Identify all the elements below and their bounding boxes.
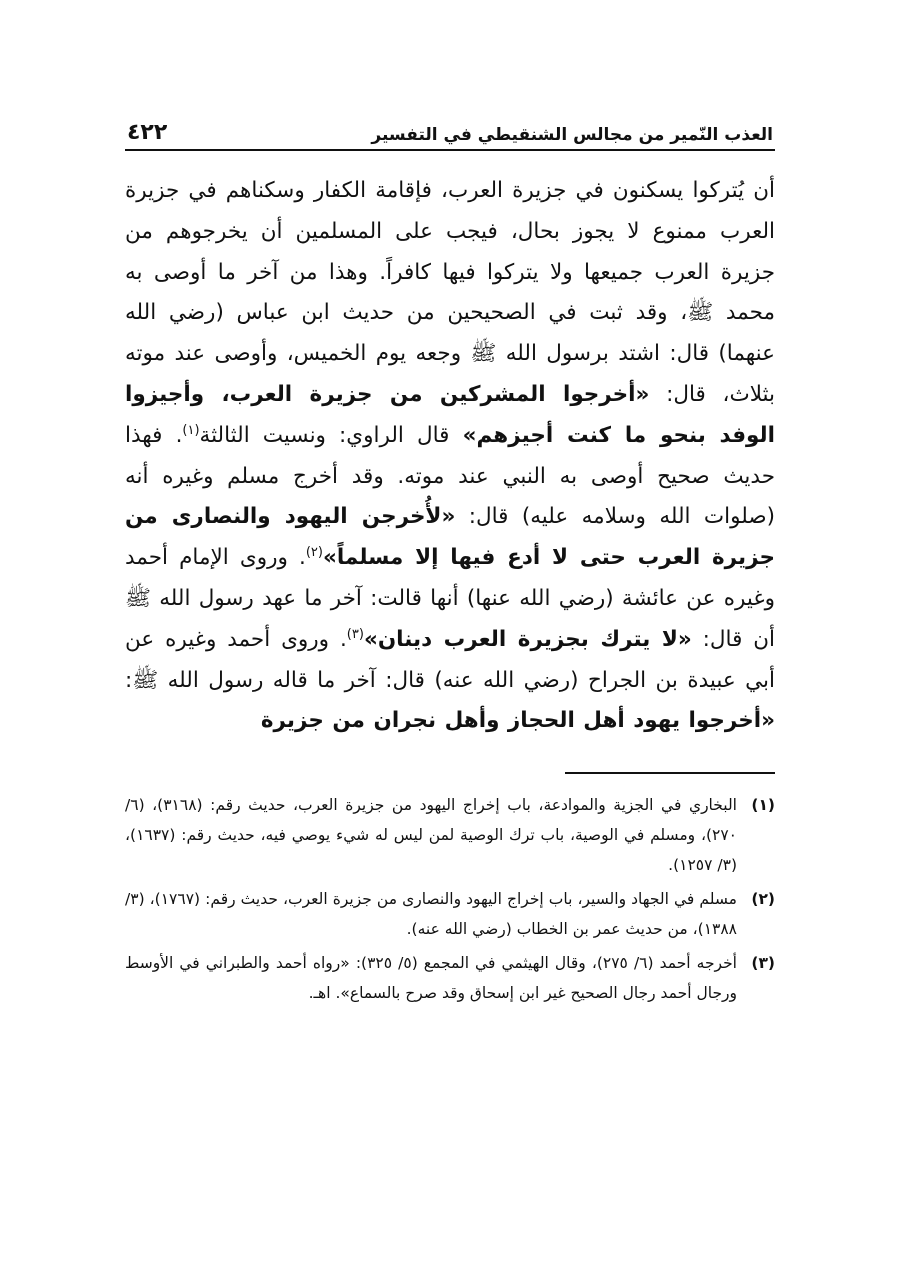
footnote-item: [125, 948, 775, 1008]
text-segment: . وروى الإمام أحمد وغيره عن عائشة (رضي الله عنها) أنها قالت: آخر ما عهد رسول الله ﷺ أن قال:: [125, 545, 776, 652]
footnote-text: مسلم في الجهاد والسير، باب إخراج اليهود والنصارى من جزيرة العرب، حديث رقم: (١٧٦٧)، (٣/ ١٣٨٨)، من حديث عمر بن الخطاب (رضي الله عنه).: [125, 890, 737, 939]
footnote-text: البخاري في الجزية والموادعة، باب إخراج اليهود من جزيرة العرب، حديث رقم: (٣١٦٨)، (٦/ ٢٧٠)، ومسلم في الوصية، باب ترك الوصية لمن ليس له شيء يوصي فيه، حديث رقم: (١٦٣٧)، (٣/ ١٢٥٧).: [125, 796, 737, 875]
footnote-reference: (٢): [305, 545, 323, 561]
footnote-item: [125, 884, 775, 944]
text-segment: . فهذا حديث صحيح أوصى به النبي عند موته. وقد أخرج مسلم وغيره أنه (صلوات الله وسلامه عليه) قال:: [125, 422, 776, 530]
hadith-quote: «أخرجوا يهود أهل الحجاز وأهل نجران من جزيرة: [260, 708, 775, 734]
footnote-number: (٣): [751, 954, 775, 973]
footnote-reference: (٣): [346, 626, 364, 642]
main-paragraph: [125, 171, 775, 742]
text-segment: . وروى أحمد وغيره عن أبي عبيدة بن الجراح (رضي الله عنه) قال: آخر ما قاله رسول الله ﷺ:: [125, 626, 775, 693]
hadith-quote: «لأُخرجن اليهود والنصارى من جزيرة العرب حتى لا أدع فيها إلا مسلماً»: [125, 504, 775, 571]
footnote-number: (١): [751, 796, 775, 815]
footnote-reference: (١): [182, 422, 200, 438]
footnote-text: أخرجه أحمد (٦/ ٢٧٥)، وقال الهيثمي في المجمع (٥/ ٣٢٥): «رواه أحمد والطبراني في الأوسط ورجال أحمد رجال الصحيح غير ابن إسحاق وقد صرح بالسماع». اهـ.: [125, 954, 737, 1003]
footnote-number: (٢): [751, 890, 775, 909]
footnote-separator: [565, 772, 775, 774]
page-header: [125, 105, 775, 149]
running-title: العذب النّمير من مجالس الشنقيطي في التفسير: [371, 125, 773, 145]
main-text: [125, 171, 775, 742]
hadith-quote: «أخرجوا المشركين من جزيرة العرب، وأجيزوا الوفد بنحو ما كنت أجيزهم»: [125, 381, 775, 448]
hadith-quote: «لا يترك بجزيرة العرب دينان»: [363, 626, 692, 652]
text-segment: قال الراوي: ونسيت الثالثة: [199, 422, 463, 448]
text-segment: أن يُتركوا يسكنون في جزيرة العرب، فإقامة الكفار وسكناهم في جزيرة العرب ممنوع لا يجوز بحال، فيجب على المسلمين أن يخرجوهم من جزيرة العرب جميعها ولا يتركوا فيها كافراً. وهذا من آخر ما أوصى به محمد ﷺ، وقد ثبت في الصحيحين من حديث ابن عباس (رضي الله عنهما) قال: اشتد برسول الله ﷺ وجعه يوم الخميس، وأوصى عند موته بثلاث، قال:: [125, 178, 775, 407]
header-rule: [125, 149, 775, 151]
footnote-item: [125, 790, 775, 880]
page-number: ٤٢٢: [127, 120, 168, 145]
footnotes: [125, 790, 775, 1008]
book-page: [125, 105, 775, 1012]
